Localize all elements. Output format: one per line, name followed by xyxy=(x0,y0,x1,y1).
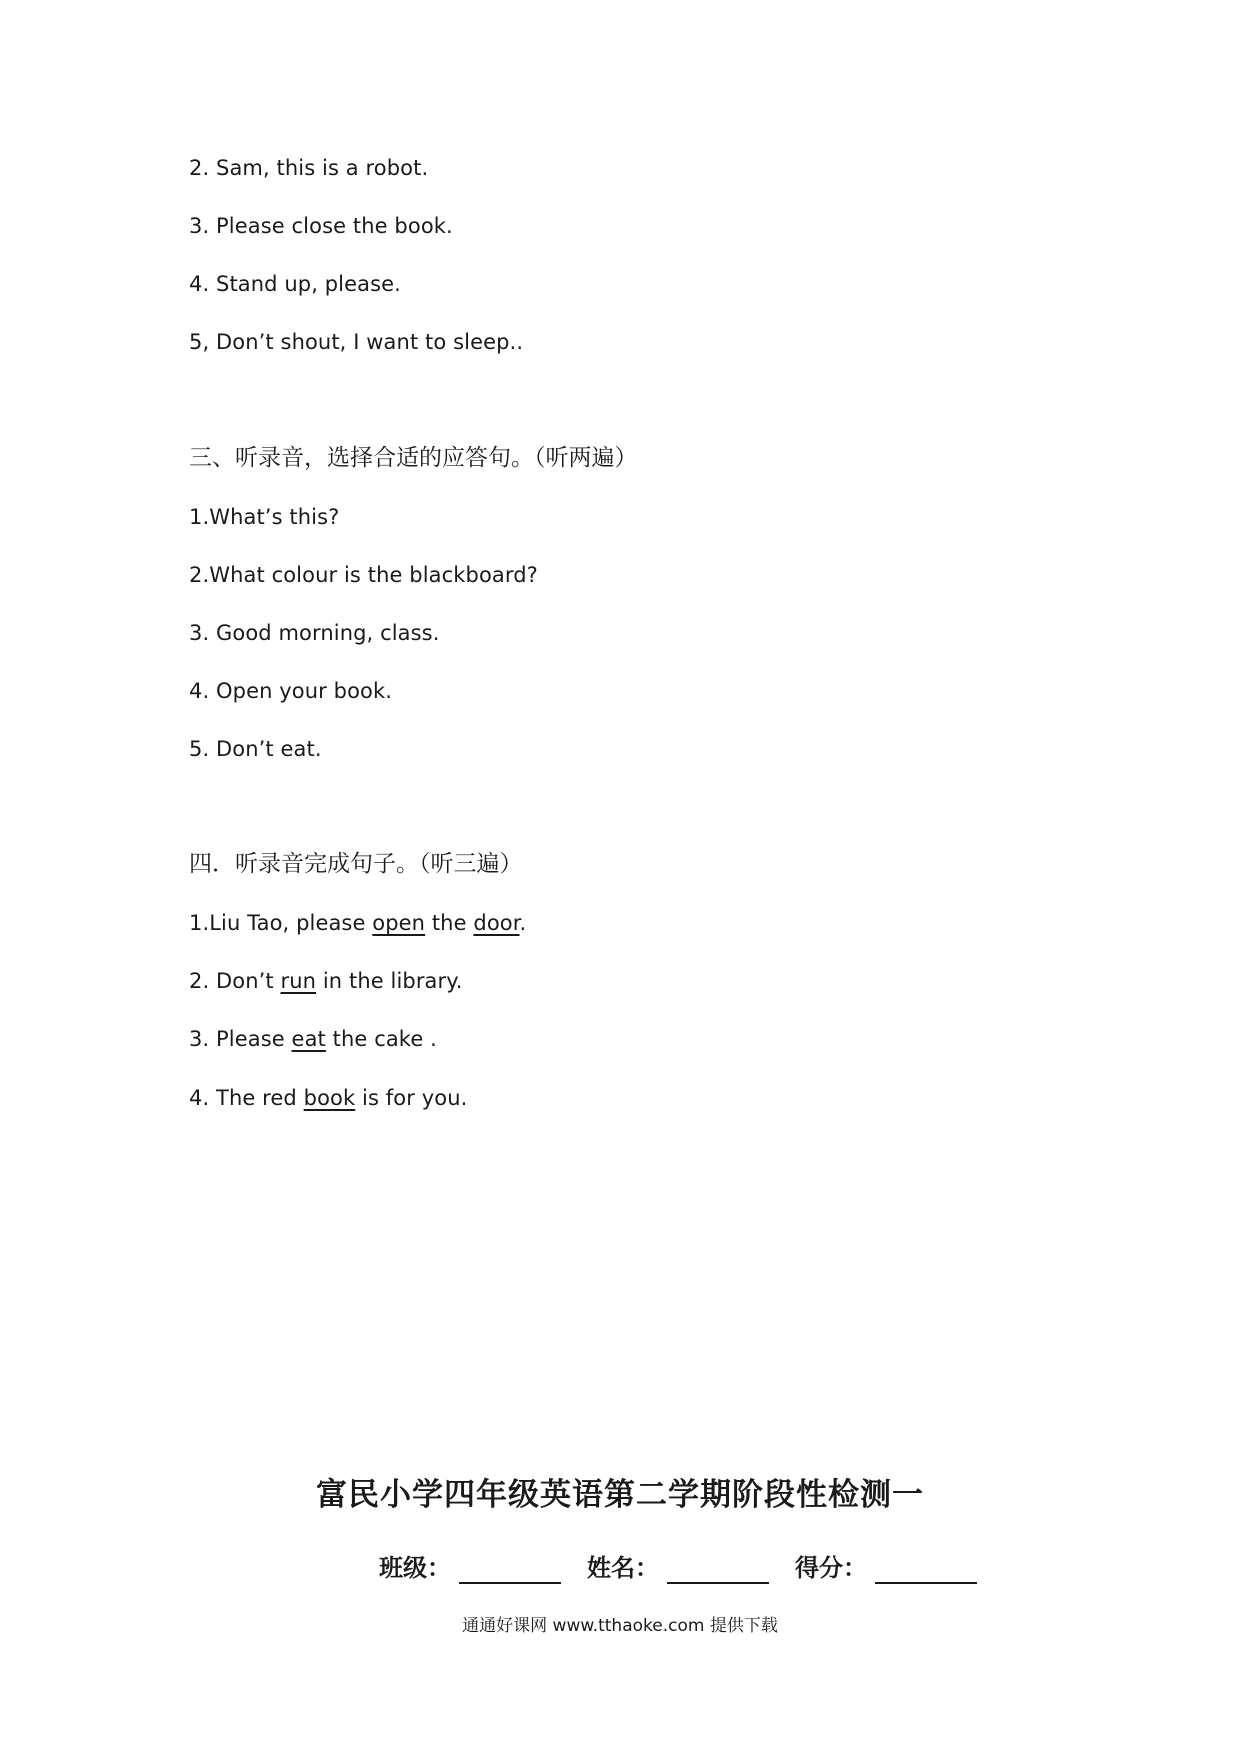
sentence-text: the xyxy=(425,911,474,935)
sentence-text: 3. Please xyxy=(189,1027,292,1051)
section2-item-5: 5, Don’t shout, I want to sleep.. xyxy=(189,330,524,354)
section3-item-3: 3. Good morning, class. xyxy=(189,621,440,645)
name-label: 姓名： xyxy=(587,1553,659,1582)
sentence-text: in the library. xyxy=(316,969,463,993)
footer-download-note: 通通好课网 www.tthaoke.com 提供下载 xyxy=(462,1616,778,1636)
answer-word: door xyxy=(473,911,520,935)
answer-word: eat xyxy=(291,1027,326,1051)
section4-item-4 xyxy=(189,1084,467,1112)
name-blank[interactable] xyxy=(667,1556,769,1584)
sentence-text: is for you. xyxy=(355,1086,468,1110)
sentence-text: 1.Liu Tao, please xyxy=(189,911,373,935)
sentence-text: 4. The red xyxy=(189,1086,304,1110)
class-label: 班级： xyxy=(379,1553,451,1582)
section3-item-2: 2.What colour is the blackboard? xyxy=(189,563,538,587)
section4-item-3 xyxy=(189,1025,437,1053)
answer-word: book xyxy=(303,1086,356,1110)
score-label: 得分： xyxy=(795,1553,867,1582)
answer-word: run xyxy=(280,969,317,993)
section3-item-5: 5. Don’t eat. xyxy=(189,737,322,761)
class-blank[interactable] xyxy=(459,1556,561,1584)
sentence-text: 2. Don’t xyxy=(189,969,281,993)
sentence-text: . xyxy=(519,911,527,935)
section3-item-1: 1.What’s this? xyxy=(189,505,340,529)
section4-item-2 xyxy=(189,967,463,995)
exam-title: 富民小学四年级英语第二学期阶段性检测一 xyxy=(316,1477,924,1513)
section2-item-2: 2. Sam, this is a robot. xyxy=(189,156,429,180)
student-info-row xyxy=(379,1552,977,1584)
section3-heading: 三、听录音，选择合适的应答句。（听两遍） xyxy=(189,445,638,471)
sentence-text: the cake . xyxy=(325,1027,437,1051)
section2-item-4: 4. Stand up, please. xyxy=(189,272,401,296)
answer-word: open xyxy=(372,911,426,935)
section4-item-1 xyxy=(189,909,526,937)
score-blank[interactable] xyxy=(875,1556,977,1584)
section3-item-4: 4. Open your book. xyxy=(189,679,393,703)
section2-item-3: 3. Please close the book. xyxy=(189,214,453,238)
section4-heading: 四．听录音完成句子。（听三遍） xyxy=(189,851,523,877)
